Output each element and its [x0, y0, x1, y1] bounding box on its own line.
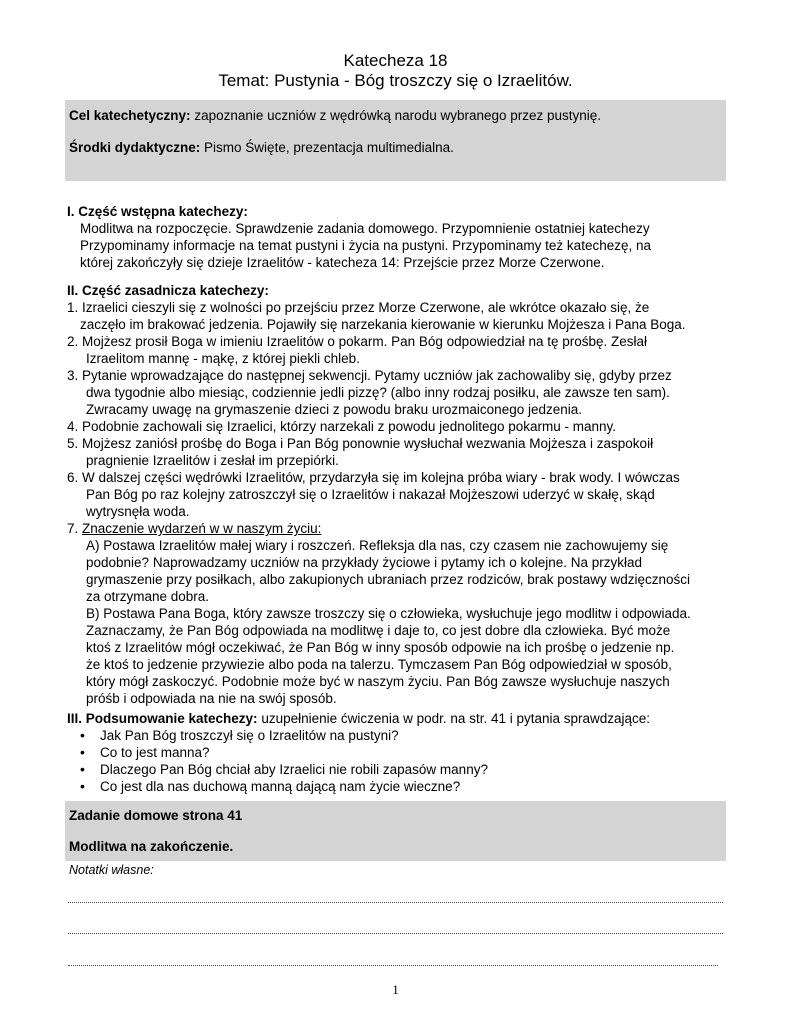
means-text: Pismo Święte, prezentacja multimedialna.: [200, 140, 454, 155]
text-line: wytrysnęła woda.: [86, 504, 190, 519]
text-line: [67, 520, 691, 537]
text-line: A) Postawa Izraelitów małej wiary i roszczeń. Refleksja dla nas, czy czasem nie zachowujemy się: [86, 538, 669, 553]
section-main: [67, 282, 691, 707]
document-subtitle: Temat: Pustynia - Bóg troszczy się o Izraelitów.: [218, 71, 573, 90]
text-line: grymaszenie przy posiłkach, albo zakupionych ubraniach przez rodziców, brak postawy wdzięczności: [86, 572, 691, 587]
notes-label: Notatki własne:: [69, 863, 154, 877]
text-line: Pan Bóg po raz kolejny zatroszczył się o Izraelitów i nakazał Mojżeszowi uderzyć w skałę, skąd: [86, 487, 655, 502]
text-line: Zwracamy uwagę na grymaszenie dzieci z powodu braku urozmaiconego jedzenia.: [86, 402, 583, 417]
question-list: [67, 727, 650, 795]
text-line: dwa tygodnie albo miesiąc, codziennie jedli pizzę? (albo inny rodzaj posiłku, ale zawsze ten sam).: [86, 385, 670, 400]
list-item: [67, 299, 691, 333]
section-heading: I. Część wstępna katechezy:: [67, 204, 248, 219]
list-item: • Co to jest manna?: [67, 744, 650, 761]
goal-label: Cel katechetyczny:: [69, 108, 191, 123]
summary-heading-line: [67, 710, 650, 727]
text-line: który mógł zaskoczyć. Podobnie może być w naszym życiu. Pan Bóg zawsze wysłuchuje naszych: [86, 674, 670, 689]
text-line: Przypominamy informacje na temat pustyni i życia na pustyni. Przypominamy też katechezę, na: [80, 238, 651, 253]
text-line: której zakończyły się dzieje Izraelitów - katecheza 14: Przejście przez Morze Czerwone.: [80, 255, 605, 270]
text-line: pragnienie Izraelitów i zesłał im przepiórki.: [86, 453, 339, 468]
notes-line: [68, 933, 723, 934]
closing-box: [65, 801, 726, 861]
list-item: [67, 469, 691, 520]
goal-line: [69, 107, 601, 124]
list-item: [67, 435, 691, 469]
text-line: 2. Mojżesz prosił Boga w imieniu Izraelitów o pokarm. Pan Bóg odpowiedział na tę prośbę. Zesłał: [67, 334, 648, 349]
text-line: B) Postawa Pana Boga, który zawsze troszczy się o człowieka, wysłuchuje jego modlitw i odpowiada.: [86, 606, 691, 621]
text-line: próśb i odpowiada na nie na swój sposób.: [86, 691, 337, 706]
list-item: [67, 333, 691, 367]
text-line: 4. Podobnie zachowali się Izraelici, którzy narzekali z powodu jednolitego pokarmu - manny.: [67, 419, 617, 434]
goal-text: zapoznanie uczniów z wędrówką narodu wybranego przez pustynię.: [190, 108, 602, 123]
document-title: Katecheza 18: [343, 51, 448, 70]
text-line: Zaznaczamy, że Pan Bóg odpowiada na modlitwę i daje to, co jest dobre dla człowieka. Być może: [86, 623, 671, 638]
list-item: • Co jest dla nas duchową manną dającą nam życie wieczne?: [67, 778, 650, 795]
notes-line: [68, 902, 723, 903]
closing-prayer-text: Modlitwa na zakończenie.: [69, 839, 234, 854]
text-line: ktoś z Izraelitów mógł oczekiwać, że Pan Bóg w inny sposób odpowie na ich prośbę o jedzenie np.: [86, 640, 675, 655]
list-item: • Dlaczego Pan Bóg chciał aby Izraelici nie robili zapasów manny?: [67, 761, 650, 778]
list-item: • Jak Pan Bóg troszczył się o Izraelitów na pustyni?: [67, 727, 650, 744]
section-summary: [67, 710, 650, 795]
text-line: zaczęło im brakować jedzenia. Pojawiły się narzekania kierowanie w kierunku Mojżesza i Pana Boga.: [80, 317, 686, 332]
text-line: że ktoś to jedzenie przywiezie albo poda na talerzu. Tymczasem Pan Bóg odpowiedział w sposób,: [86, 657, 672, 672]
text-line: 5. Mojżesz zaniósł prośbę do Boga i Pan Bóg ponownie wysłuchał wezwania Mojżesza i zaspokoił: [67, 436, 654, 451]
summary-intro: uzupełnienie ćwiczenia w podr. na str. 41 i pytania sprawdzające:: [257, 711, 651, 726]
text-line: 1. Izraelici cieszyli się z wolności po przejściu przez Morze Czerwone, ale wkrótce okazało się, że: [67, 300, 650, 315]
text-line: podobnie? Naprowadzamy uczniów na przykłady życiowe i pytamy ich o kolejne. Na przykład: [86, 555, 643, 570]
text-line: 6. W dalszej części wędrówki Izraelitów, przydarzyła się im kolejna próba wiary - brak wody. I wówczas: [67, 470, 680, 485]
section-heading: II. Część zasadnicza katechezy:: [67, 283, 269, 298]
list-item: [67, 418, 691, 435]
means-label: Środki dydaktyczne:: [69, 140, 201, 155]
text-line: Modlitwa na rozpoczęcie. Sprawdzenie zadania domowego. Przypomnienie ostatniej katechezy: [80, 221, 650, 236]
notes-line: [68, 965, 718, 966]
section-intro: [67, 203, 651, 271]
page-number: 1: [392, 982, 399, 997]
list-item: [67, 367, 691, 418]
homework-text: Zadanie domowe strona 41: [69, 808, 243, 823]
means-line: [69, 139, 454, 156]
info-box: [65, 100, 726, 181]
item-title: Znaczenie wydarzeń w w naszym życiu:: [82, 521, 322, 536]
item-number: 7.: [67, 521, 83, 536]
text-line: za otrzymane dobra.: [86, 589, 210, 604]
text-line: 3. Pytanie wprowadzające do następnej sekwencji. Pytamy uczniów jak zachowaliby się, gdyby przez: [67, 368, 672, 383]
section-heading: III. Podsumowanie katechezy:: [67, 711, 258, 726]
list-item: [67, 520, 691, 707]
text-line: Izraelitom mannę - mąkę, z której piekli chleb.: [86, 351, 360, 366]
